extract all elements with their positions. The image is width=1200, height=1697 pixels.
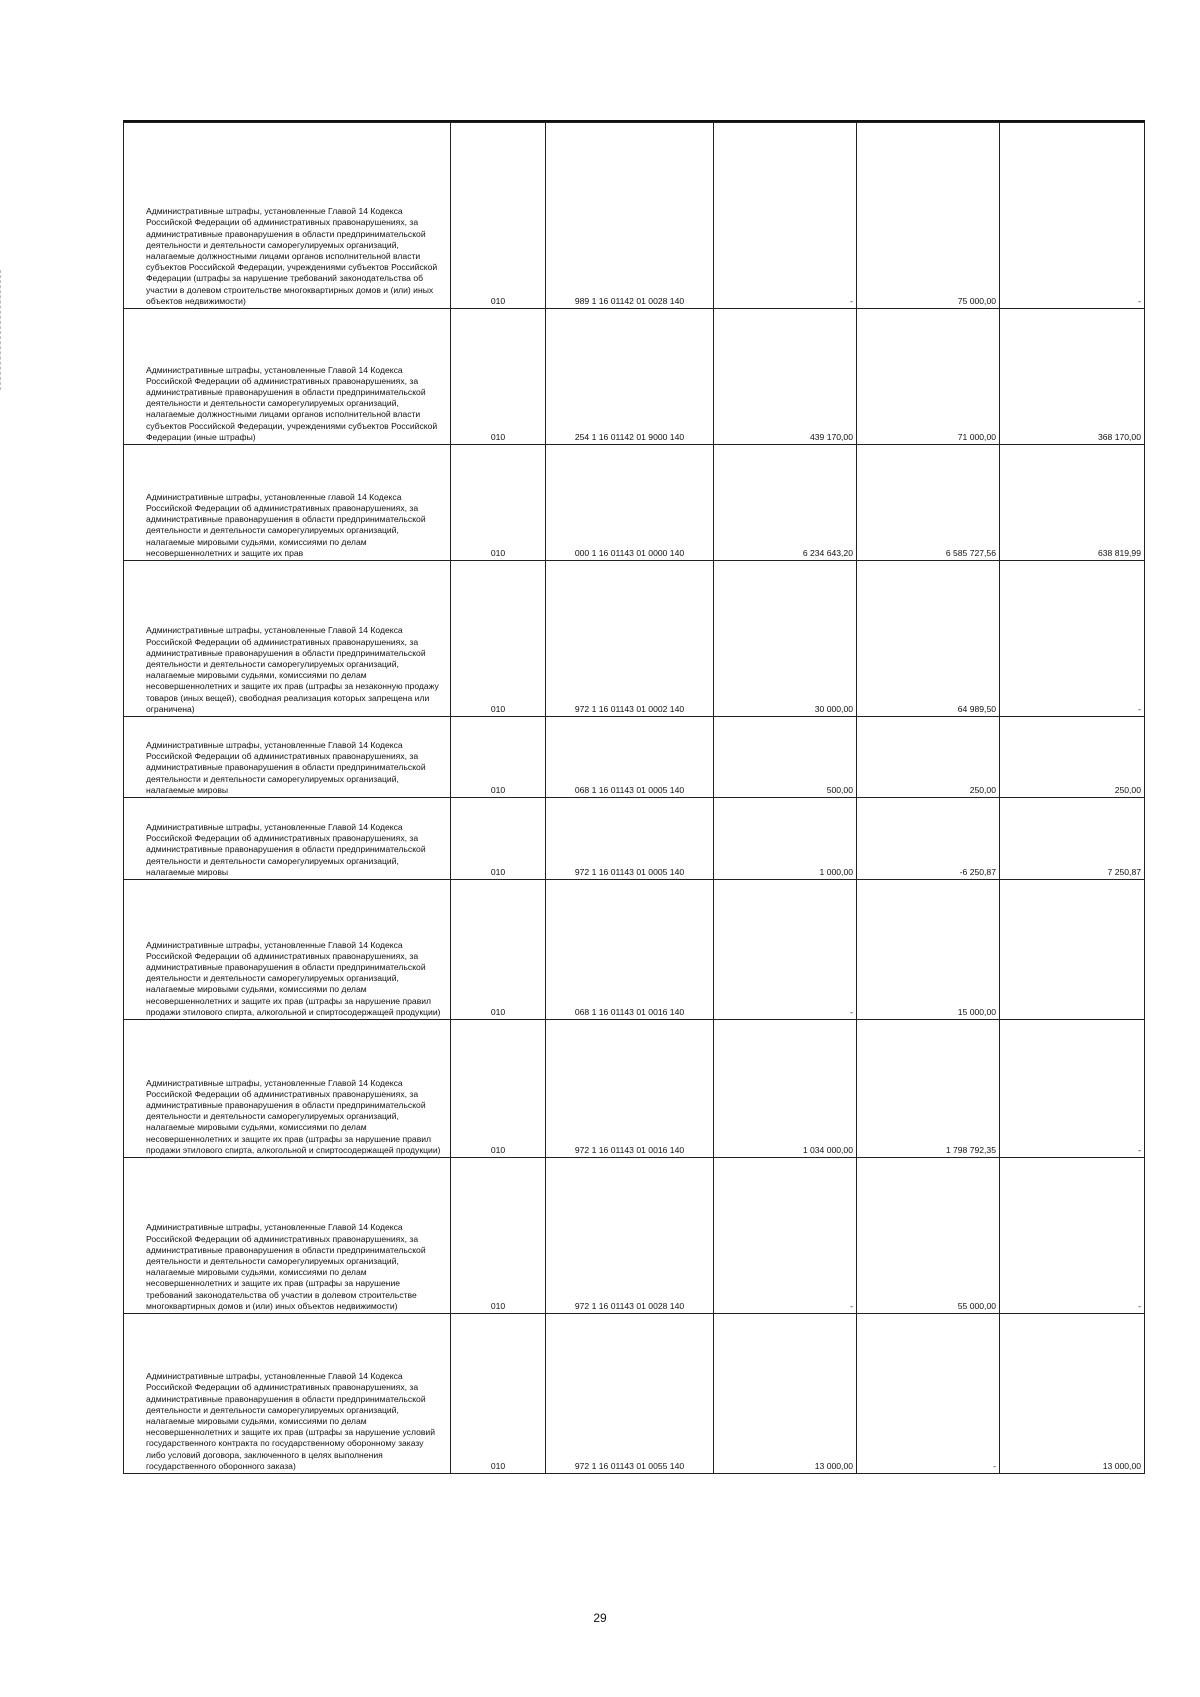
row-description: Административные штрафы, установленные Главой 14 Кодекса Российской Федерации об административных правонарушениях, за административные правонарушения в области предпринимательской деятельности и деятельности саморегулируемых организаций, налагаемые мировыми судьями, комиссиями по делам несовершеннолетних и защите их прав (штрафы за незаконную продажу товаров (иных вещей), свободная реализация которых запрещена или ограничена) bbox=[124, 561, 451, 717]
table-row bbox=[124, 1158, 1145, 1314]
table-row bbox=[124, 798, 1145, 880]
table-row bbox=[124, 880, 1145, 1020]
row-description: Административные штрафы, установленные Главой 14 Кодекса Российской Федерации об административных правонарушениях, за административные правонарушения в области предпринимательской деятельности и деятельности саморегулируемых организаций, налагаемые должностными лицами органов исполнительной власти субъектов Российской Федерации, учреждениями субъектов Российской Федерации (иные штрафы) bbox=[124, 309, 451, 445]
row-description: Административные штрафы, установленные Главой 14 Кодекса Российской Федерации об административных правонарушениях, за административные правонарушения в области предпринимательской деятельности и деятельности саморегулируемых организаций, налагаемые мировыми судьями, комиссиями по делам несовершеннолетних и защите их прав (штрафы за нарушение правил продажи этилового спирта, алкогольной и спиртосодержащей продукции) bbox=[124, 880, 451, 1020]
table-row bbox=[124, 561, 1145, 717]
row-executed: - bbox=[857, 1314, 1000, 1474]
row-income-code: 068 1 16 01143 01 0016 140 bbox=[546, 880, 714, 1020]
row-unexecuted: 250,00 bbox=[1000, 717, 1145, 798]
table-row bbox=[124, 123, 1145, 309]
scan-margin-mark bbox=[0, 270, 3, 390]
row-description: Административные штрафы, установленные главой 14 Кодекса Российской Федерации об административных правонарушениях, за административные правонарушения в области предпринимательской деятельности и деятельности саморегулируемых организаций, налагаемые мировыми судьями, комиссиями по делам несовершеннолетних и защите их прав bbox=[124, 445, 451, 561]
row-approved: 6 234 643,20 bbox=[714, 445, 857, 561]
row-approved: - bbox=[714, 1158, 857, 1314]
row-approved: 13 000,00 bbox=[714, 1314, 857, 1474]
row-executed: 75 000,00 bbox=[857, 123, 1000, 309]
row-description: Административные штрафы, установленные Главой 14 Кодекса Российской Федерации об административных правонарушениях, за административные правонарушения в области предпринимательской деятельности и деятельности саморегулируемых организаций, налагаемые мировыми судьями, комиссиями по делам несовершеннолетних и защите их прав (штрафы за нарушение условий государственного контракта по государственному оборонному заказу либо условий договора, заключенного в целях выполнения государственного оборонного заказа) bbox=[124, 1314, 451, 1474]
table-row bbox=[124, 1314, 1145, 1474]
row-executed: 6 585 727,56 bbox=[857, 445, 1000, 561]
row-approved: 1 000,00 bbox=[714, 798, 857, 880]
revenue-table bbox=[123, 120, 1145, 1474]
row-line-code: 010 bbox=[451, 309, 546, 445]
row-line-code: 010 bbox=[451, 717, 546, 798]
row-line-code: 010 bbox=[451, 561, 546, 717]
row-approved: 30 000,00 bbox=[714, 561, 857, 717]
revenue-table-body bbox=[124, 121, 1145, 1474]
table-row bbox=[124, 717, 1145, 798]
row-description: Административные штрафы, установленные Главой 14 Кодекса Российской Федерации об административных правонарушениях, за административные правонарушения в области предпринимательской деятельности и деятельности саморегулируемых организаций, налагаемые мировыми судьями, комиссиями по делам несовершеннолетних и защите их прав (штрафы за нарушение требований законодательства об участии в долевом строительстве многоквартирных домов и (или) иных объектов недвижимости) bbox=[124, 1158, 451, 1314]
row-income-code: 972 1 16 01143 01 0002 140 bbox=[546, 561, 714, 717]
row-income-code: 254 1 16 01142 01 9000 140 bbox=[546, 309, 714, 445]
table-row bbox=[124, 445, 1145, 561]
row-unexecuted: - bbox=[1000, 123, 1145, 309]
row-unexecuted: - bbox=[1000, 1158, 1145, 1314]
row-income-code: 972 1 16 01143 01 0055 140 bbox=[546, 1314, 714, 1474]
row-executed: 250,00 bbox=[857, 717, 1000, 798]
row-executed: 15 000,00 bbox=[857, 880, 1000, 1020]
row-unexecuted: - bbox=[1000, 561, 1145, 717]
row-approved: 1 034 000,00 bbox=[714, 1020, 857, 1158]
row-executed: 71 000,00 bbox=[857, 309, 1000, 445]
row-approved: - bbox=[714, 880, 857, 1020]
row-approved: - bbox=[714, 123, 857, 309]
row-unexecuted: 13 000,00 bbox=[1000, 1314, 1145, 1474]
row-description: Административные штрафы, установленные Главой 14 Кодекса Российской Федерации об административных правонарушениях, за административные правонарушения в области предпринимательской деятельности и деятельности саморегулируемых организаций, налагаемые должностными лицами органов исполнительной власти субъектов Российской Федерации, учреждениями субъектов Российской Федерации (штрафы за нарушение требований законодательства об участии в долевом строительстве многоквартирных домов и (или) иных объектов недвижимости) bbox=[124, 123, 451, 309]
row-description: Административные штрафы, установленные Главой 14 Кодекса Российской Федерации об административных правонарушениях, за административные правонарушения в области предпринимательской деятельности и деятельности саморегулируемых организаций, налагаемые мировы bbox=[124, 717, 451, 798]
row-executed: -6 250,87 bbox=[857, 798, 1000, 880]
row-income-code: 972 1 16 01143 01 0016 140 bbox=[546, 1020, 714, 1158]
row-unexecuted bbox=[1000, 880, 1145, 1020]
row-income-code: 972 1 16 01143 01 0005 140 bbox=[546, 798, 714, 880]
row-unexecuted: 368 170,00 bbox=[1000, 309, 1145, 445]
row-income-code: 068 1 16 01143 01 0005 140 bbox=[546, 717, 714, 798]
row-unexecuted: 7 250,87 bbox=[1000, 798, 1145, 880]
row-executed: 64 989,50 bbox=[857, 561, 1000, 717]
row-unexecuted: - bbox=[1000, 1020, 1145, 1158]
row-unexecuted: 638 819,99 bbox=[1000, 445, 1145, 561]
row-line-code: 010 bbox=[451, 880, 546, 1020]
row-line-code: 010 bbox=[451, 1020, 546, 1158]
row-approved: 439 170,00 bbox=[714, 309, 857, 445]
page-number: 29 bbox=[593, 1611, 607, 1625]
row-description: Административные штрафы, установленные Главой 14 Кодекса Российской Федерации об административных правонарушениях, за административные правонарушения в области предпринимательской деятельности и деятельности саморегулируемых организаций, налагаемые мировыми судьями, комиссиями по делам несовершеннолетних и защите их прав (штрафы за нарушение правил продажи этилового спирта, алкогольной и спиртосодержащей продукции) bbox=[124, 1020, 451, 1158]
row-line-code: 010 bbox=[451, 798, 546, 880]
table-row bbox=[124, 309, 1145, 445]
row-executed: 55 000,00 bbox=[857, 1158, 1000, 1314]
row-line-code: 010 bbox=[451, 445, 546, 561]
row-line-code: 010 bbox=[451, 1314, 546, 1474]
row-line-code: 010 bbox=[451, 123, 546, 309]
row-income-code: 000 1 16 01143 01 0000 140 bbox=[546, 445, 714, 561]
row-income-code: 972 1 16 01143 01 0028 140 bbox=[546, 1158, 714, 1314]
row-line-code: 010 bbox=[451, 1158, 546, 1314]
row-approved: 500,00 bbox=[714, 717, 857, 798]
row-description: Административные штрафы, установленные Главой 14 Кодекса Российской Федерации об административных правонарушениях, за административные правонарушения в области предпринимательской деятельности и деятельности саморегулируемых организаций, налагаемые мировы bbox=[124, 798, 451, 880]
row-income-code: 989 1 16 01142 01 0028 140 bbox=[546, 123, 714, 309]
row-executed: 1 798 792,35 bbox=[857, 1020, 1000, 1158]
table-row bbox=[124, 1020, 1145, 1158]
